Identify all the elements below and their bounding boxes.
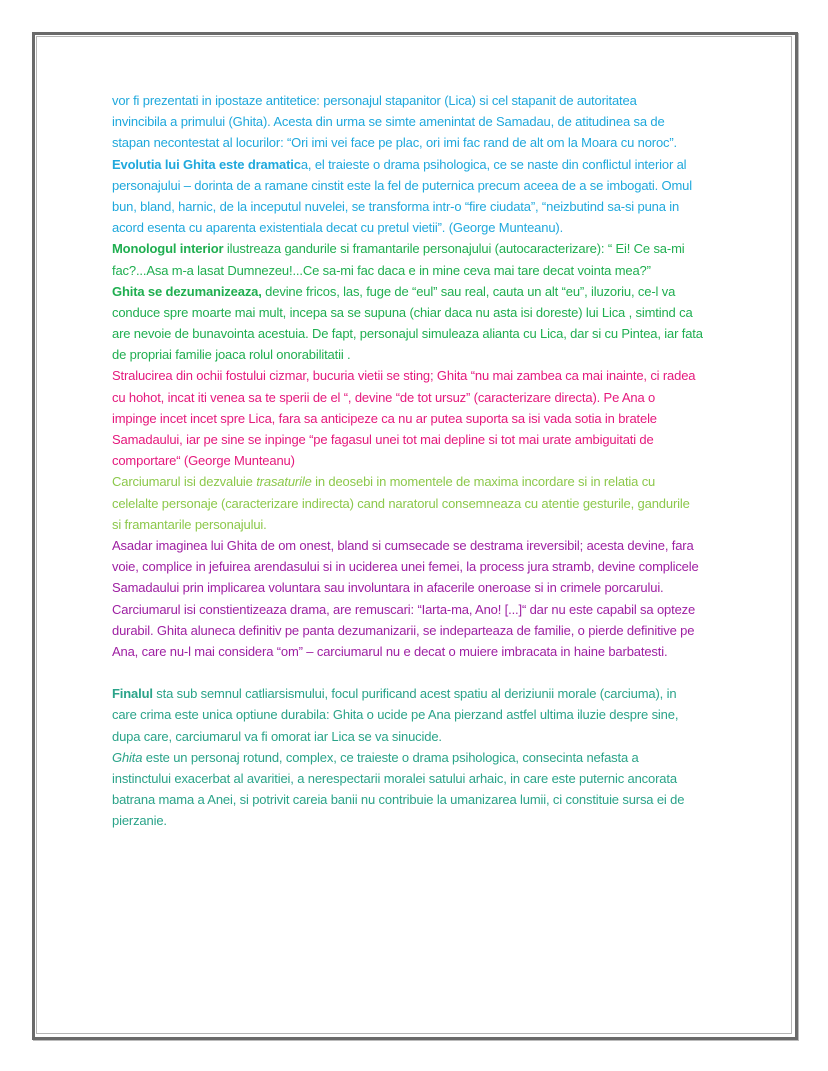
- paragraph-antithesis: [112, 90, 752, 238]
- text-line: [112, 704, 752, 725]
- text-line: [112, 217, 752, 238]
- text-run: comportare“ (George Munteanu): [112, 453, 295, 469]
- text-run: de propriai familie joaca rolul onorabilitatii .: [112, 347, 351, 363]
- text-run: fac?...Asa m-a lasat Dumnezeu!...Ce sa-mi fac daca e in mine ceva mai tare decat vointa mea?”: [112, 262, 651, 278]
- bold-text: Finalul: [112, 686, 153, 702]
- text-line: [112, 323, 752, 344]
- paragraph-direct-characterization: [112, 365, 752, 471]
- text-line: [112, 260, 752, 281]
- text-line: [112, 429, 752, 450]
- text-line: [112, 789, 752, 810]
- text-run: are nevoie de bunavointa acestuia. De fapt, personajul simuleaza alianta cu Lica, dar si cu Pintea, iar fata: [112, 326, 703, 342]
- text-line: [112, 111, 752, 132]
- text-run: voie, complice in jefuirea arendasului si in uciderea unei femei, la process jura stramb, devine complicele: [112, 559, 699, 575]
- text-run: instinctului exacerbat al avaritiei, a nerespectarii moralei satului arhaic, in care este puternic ancorata: [112, 771, 677, 786]
- text-line: [112, 450, 752, 471]
- text-run: invincibila a primului (Ghita). Acesta din urma se simte amenintat de Samadau, de atitudinea sa de: [112, 114, 665, 130]
- text-run: este un personaj rotund, complex, ce traieste o drama psihologica, consecinta nefasta a: [142, 749, 639, 765]
- text-line: [112, 281, 752, 302]
- text-run: Stralucirea din ochii fostului cizmar, bucuria vietii se sting; Ghita “nu mai zambea ca mai inainte, ci radea: [112, 368, 696, 384]
- text-line: [112, 471, 752, 492]
- text-run: Samadaului prin implicarea voluntara sau involuntara in afacerile oneroase si in crimele porcarului.: [112, 580, 664, 596]
- text-run: Carciumarul isi constientizeaza drama, are remuscari: “Iarta-ma, Ano! [...]“ dar nu este capabil sa opteze: [112, 601, 696, 617]
- italic-text: Ghita: [112, 749, 143, 765]
- bold-text: Monologul interior: [112, 241, 224, 257]
- text-run: pierzanie.: [112, 813, 167, 829]
- text-run: acord esenta cu aparenta existentiala decat cu pretul vietii”. (George Munteanu).: [112, 220, 564, 236]
- text-line: [112, 726, 752, 747]
- text-line: [112, 154, 752, 175]
- text-run: durabil. Ghita aluneca definitiv pe panta dezumanizarii, se indeparteaza de familie, o pierde definitive pe: [112, 622, 695, 638]
- text-run: Samadaului, iar pe sine se inpinge “pe fagasul unei tot mai depline si tot mai urate ambiguitati de: [112, 432, 654, 447]
- text-run: conduce spre moarte mai mult, incepa sa se supuna (chiar daca nu asta isi doreste) lui Lica , simtind ca: [112, 304, 693, 320]
- text-run: celelalte personaje (caracterizare indirecta) cand naratorul consemneaza cu atentie gesturile, gandurile: [112, 495, 690, 511]
- paragraph-indirect-characterization: [112, 471, 752, 535]
- paragraph-monologue: [112, 238, 752, 280]
- document-body: [112, 90, 752, 832]
- paragraph-ending: [112, 683, 752, 747]
- paragraph-dehumanization: [112, 281, 752, 366]
- text-line: [112, 387, 752, 408]
- text-line: [112, 577, 752, 598]
- text-line: [112, 493, 752, 514]
- text-line: [112, 683, 752, 704]
- text-run: bun, bland, harnic, de la inceputul nuvelei, se transforma intr-o “fire ciudata”, “neizbutind sa-si puna in: [112, 198, 680, 214]
- text-line: [112, 90, 752, 111]
- text-line: [112, 196, 752, 217]
- text-run: cu hohot, incat iti venea sa te sperii de el “, devine “de tot ursuz” (caracterizare directa). Pe Ana o: [112, 389, 656, 405]
- text-line: [112, 599, 752, 620]
- text-line: [112, 132, 752, 153]
- text-line: [112, 768, 752, 789]
- text-line: [112, 556, 752, 577]
- text-run: vor fi prezentati in ipostaze antitetice: personajul stapanitor (Lica) si cel stapanit de autoritatea: [112, 93, 637, 108]
- text-line: [112, 747, 752, 768]
- text-line: [112, 514, 752, 535]
- text-line: [112, 302, 752, 323]
- text-run: batrana mama a Anei, si potrivit careia banii nu contribuie la umanizarea lumii, ci constituie sursa ei de: [112, 792, 685, 808]
- text-line: [112, 175, 752, 196]
- text-line: [112, 810, 752, 831]
- text-run: stapan necontestat al locurilor: “Ori imi vei face pe plac, ori imi fac rand de alt om la Moara cu noroc”.: [112, 135, 678, 151]
- paragraph-conclusion: [112, 747, 752, 832]
- text-run: Carciumarul isi dezvaluie: [112, 474, 257, 490]
- text-run: si framantarile personajului.: [112, 516, 267, 532]
- paragraph-decline: [112, 535, 752, 662]
- text-run: Ana, care nu-l mai considera “om” – carciumarul nu e decat o muiere imbracata in haine barbatesti.: [112, 643, 668, 659]
- text-run: in deosebi in momentele de maxima incordare si in relatia cu: [311, 474, 656, 490]
- text-line: [112, 535, 752, 556]
- text-run: care crima este unica optiune durabila: Ghita o ucide pe Ana pierzand astfel ultima iluzie despre sine,: [112, 707, 679, 723]
- text-run: Asadar imaginea lui Ghita de om onest, bland si cumsecade se destrama ireversibil; acesta devine, fara: [112, 537, 694, 553]
- text-line: [112, 408, 752, 429]
- text-run: devine fricos, las, fuge de “eul” sau real, cauta un alt “eu”, iluzoriu, ce-l va: [261, 283, 676, 299]
- text-line: [112, 365, 752, 386]
- text-line: [112, 344, 752, 365]
- text-line: [112, 620, 752, 641]
- text-run: a, el traieste o drama psihologica, ce se naste din conflictul interior al: [300, 156, 687, 172]
- text-run: dupa care, carciumarul va fi omorat iar Lica se va sinucide.: [112, 728, 442, 744]
- bold-text: Evolutia lui Ghita este dramatic: [112, 156, 301, 172]
- blank-line: [112, 662, 752, 683]
- text-line: [112, 641, 752, 662]
- italic-text: trasaturile: [256, 474, 312, 490]
- text-line: [112, 238, 752, 259]
- bold-text: Ghita se dezumanizeaza,: [112, 283, 262, 299]
- text-run: impinge incet incet spre Lica, fara sa anticipeze ca nu ar putea suporta sa isi vada sotia in bratele: [112, 410, 657, 426]
- text-run: ilustreaza gandurile si framantarile personajului (autocaracterizare): “ Ei! Ce sa-mi: [223, 241, 685, 257]
- text-run: personajului – dorinta de a ramane cinstit este la fel de puternica precum aceea de a se imbogati. Omul: [112, 177, 692, 193]
- text-run: sta sub semnul catliarsismului, focul purificand acest spatiu al deriziunii morale (carciuma), in: [152, 686, 677, 702]
